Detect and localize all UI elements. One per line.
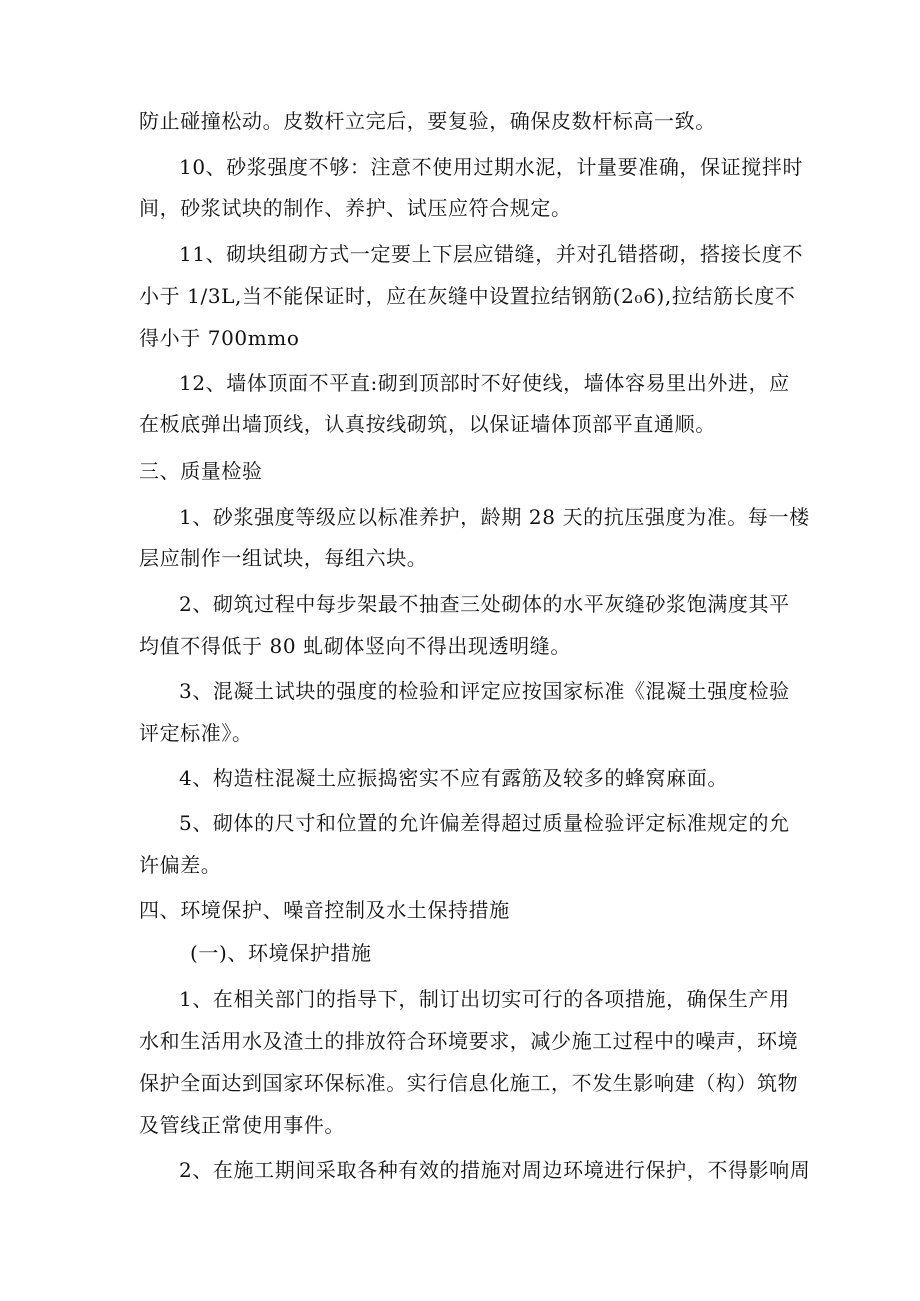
item-1-line: 1、在相关部门的指导下，制订出切实可行的各项措施，确保生产用 <box>179 987 790 1011</box>
paragraph-line: 得小于 700mmo <box>139 326 300 350</box>
paragraph-line: 及管线正常使用事件。 <box>139 1113 345 1137</box>
item-3-line: 3、混凝土试块的强度的检验和评定应按国家标准《混凝土强度检验 <box>179 679 790 703</box>
item-5-line: 5、砌体的尺寸和位置的允许偏差得超过质量检验评定标准规定的允 <box>179 811 790 835</box>
paragraph-line: 水和生活用水及渣土的排放符合环境要求，减少施工过程中的噪声，环境 <box>139 1029 799 1053</box>
subsection-heading: (一)、环境保护措施 <box>190 941 372 965</box>
paragraph-line: 间，砂浆试块的制作、养护、试压应符合规定。 <box>139 196 572 220</box>
paragraph-line: 均值不得低于 80 虬砌体竖向不得出现透明缝。 <box>139 634 571 658</box>
item-12-line: 12、墙体顶面不平直:砌到顶部时不好使线，墙体容易里出外进，应 <box>179 371 790 395</box>
section-heading-3: 三、质量检验 <box>139 459 263 483</box>
paragraph-line: 小于 1/3L,当不能保证时，应在灰缝中设置拉结钢筋(2₀6),拉结筋长度不 <box>139 284 796 308</box>
item-1-line: 1、砂浆强度等级应以标准养护，龄期 28 天的抗压强度为准。每一楼 <box>179 505 810 529</box>
paragraph-line: 防止碰撞松动。皮数杆立完后，要复验，确保皮数杆标高一致。 <box>139 109 716 133</box>
item-4-line: 4、构造柱混凝土应振捣密实不应有露筋及较多的蜂窝麻面。 <box>179 766 728 790</box>
paragraph-line: 保护全面达到国家环保标准。实行信息化施工，不发生影响建（构）筑物 <box>139 1071 799 1095</box>
item-10-line: 10、砂浆强度不够：注意不使用过期水泥，计量要准确，保证搅拌时 <box>179 155 804 179</box>
paragraph-line: 许偏差。 <box>139 853 222 877</box>
paragraph-line: 在板底弹出墙顶线，认真按线砌筑，以保证墙体顶部平直通顺。 <box>139 412 716 436</box>
paragraph-line: 评定标准》。 <box>139 721 253 745</box>
paragraph-line: 层应制作一组试块，每组六块。 <box>139 546 428 570</box>
item-11-line: 11、砌块组砌方式一定要上下层应错缝，并对孔错搭砌，搭接长度不 <box>179 242 804 266</box>
item-2-line: 2、砌筑过程中每步架最不抽查三处砌体的水平灰缝砂浆饱满度其平 <box>179 592 790 616</box>
section-heading-4: 四、环境保护、噪音控制及水土保持措施 <box>139 898 510 922</box>
item-2-line: 2、在施工期间采取各种有效的措施对周边环境进行保护，不得影响周 <box>179 1158 811 1182</box>
